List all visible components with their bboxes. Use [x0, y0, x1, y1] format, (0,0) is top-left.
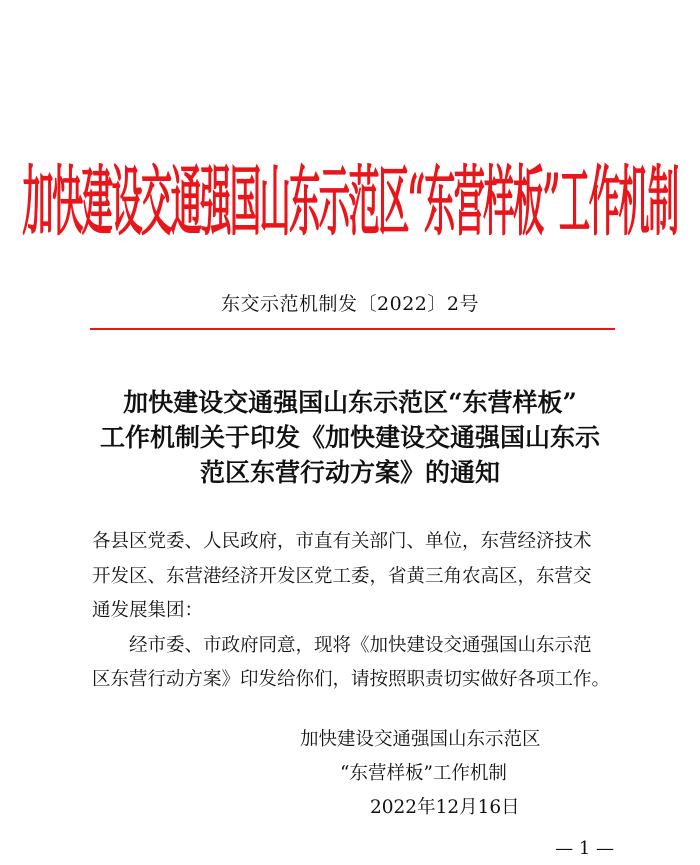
red-separator-line	[90, 328, 615, 330]
issuer-name-line: “东营样板”工作机制	[340, 763, 507, 784]
document-title	[70, 385, 630, 490]
page-number: — 1 —	[555, 838, 614, 859]
body-paragraph-line: 区东营行动方案》印发给你们，请按照职责切实做好各项工作。	[92, 669, 611, 690]
document-number: 东交示范机制发〔2022〕2号	[221, 293, 479, 315]
red-header	[0, 148, 700, 247]
body-paragraph-line: 经市委、市政府同意，现将《加快建设交通强国山东示范	[129, 634, 592, 656]
issuer-name-line: 加快建设交通强国山东示范区	[300, 729, 541, 750]
recipients-line: 开发区、东营港经济开发区党工委，省黄三角农高区，东营交	[92, 565, 592, 587]
recipients-line: 各县区党委、人民政府，市直有关部门、单位，东营经济技术	[92, 531, 592, 552]
recipients-line: 通发展集团：	[92, 600, 204, 621]
title-line: 加快建设交通强国山东示范区“东营样板”	[123, 388, 577, 417]
red-header-title: 加快建设交通强国山东示范区“东营样板”工作机制	[22, 157, 678, 247]
issue-date: 2022年12月16日	[370, 797, 520, 818]
title-line: 范区东营行动方案》的通知	[199, 458, 500, 487]
title-line: 工作机制关于印发《加快建设交通强国山东示	[99, 423, 600, 452]
document-body	[92, 525, 632, 698]
signature-block	[300, 723, 610, 825]
